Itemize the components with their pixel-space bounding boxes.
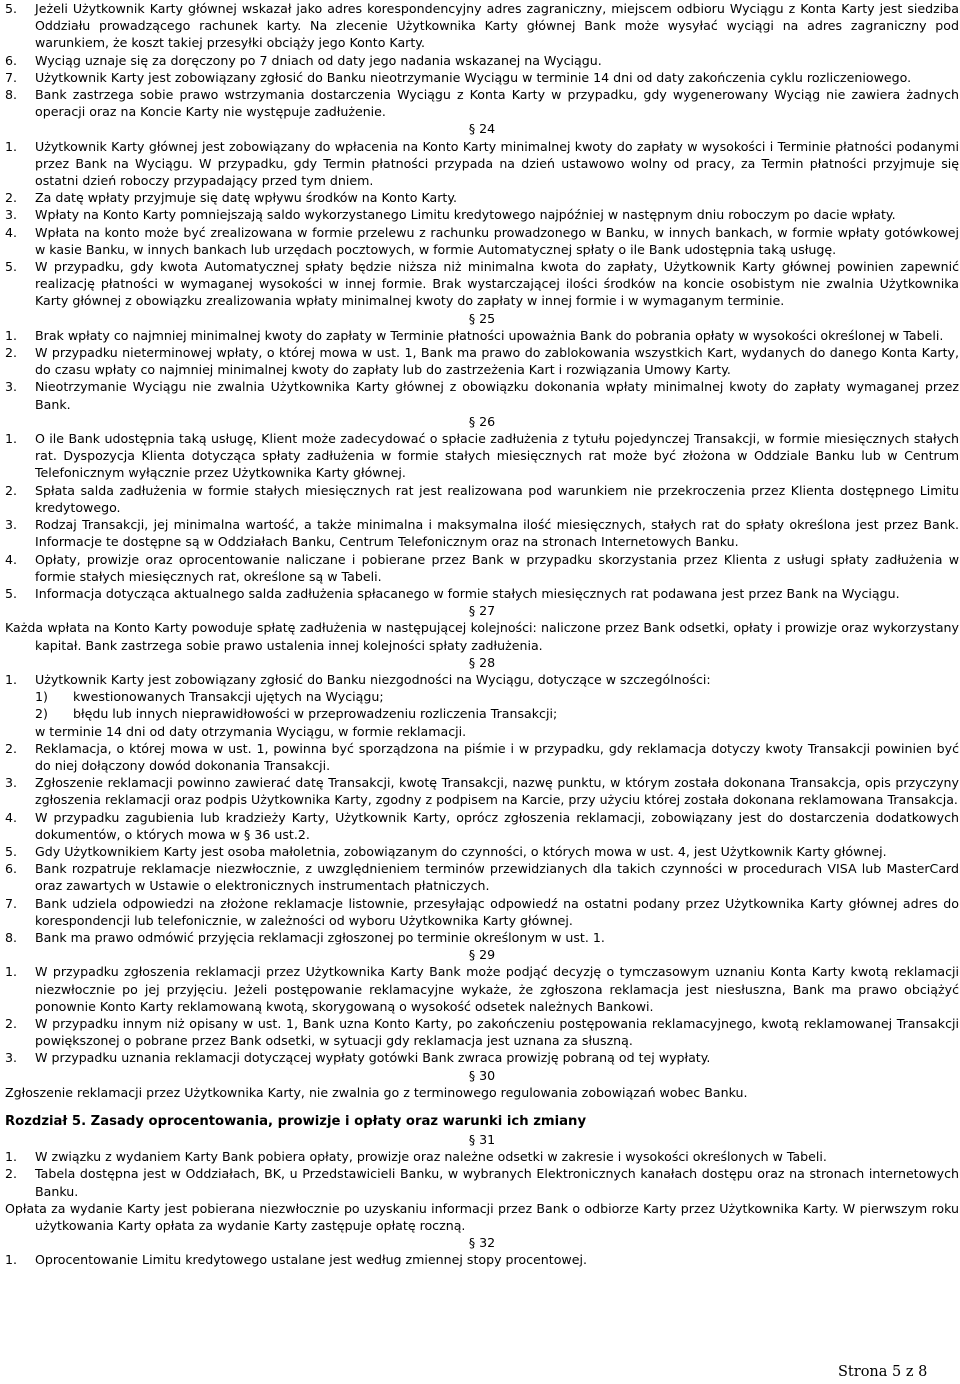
item-number: 3. <box>5 379 18 395</box>
numbered-paragraph <box>5 0 959 52</box>
numbered-paragraph <box>5 378 959 412</box>
numbered-paragraph <box>5 963 959 1015</box>
numbered-paragraph <box>5 1165 959 1199</box>
numbered-paragraph <box>5 740 959 774</box>
item-number: 5. <box>5 259 18 275</box>
item-number: 3. <box>5 775 18 791</box>
numbered-paragraph <box>5 895 959 929</box>
item-number: 3. <box>5 207 18 223</box>
item-number: 3. <box>5 1050 18 1066</box>
section-marker: § 28 <box>468 654 496 670</box>
section-marker: § 30 <box>468 1067 496 1083</box>
item-text: W przypadku, gdy kwota Automatycznej spłaty będzie niższa niż minimalna kwota do zapłaty, Użytkownik Karty głównej powinien zapewnić realizację płatności w wymaganej wysokości w innej formie. Brak wystarczającej ilości środków na koncie osobistym nie zwalnia Użytkownika Karty głównej z obowiązku zrealizowania wpłaty minimalnej kwoty do zapłaty w innej formie i w wymaganym terminie. <box>35 259 959 309</box>
sub-list-item <box>5 688 959 705</box>
page-number: Strona 5 z 8 <box>838 1364 928 1380</box>
item-text: Bank rozpatruje reklamacje niezwłocznie, z uwzględnieniem terminów przewidzianych dla takich czynności w procedurach VISA lub MasterCard oraz zawartych w Ustawie o elektronicznych instrumentach płatniczych. <box>35 861 959 894</box>
section-marker: § 32 <box>468 1235 496 1251</box>
item-number: 1. <box>5 1252 18 1268</box>
body-paragraph: Każda wpłata na Konto Karty powoduje spłatę zadłużenia w następującej kolejności: naliczone przez Bank odsetki, opłaty i prowizje oraz wykorzystany kapitał. Bank zastrzega sobie prawo ustalenia innej kolejności spłaty zadłużenia. <box>5 620 959 653</box>
section-marker: § 27 <box>468 603 496 619</box>
section-marker: § 25 <box>468 310 496 326</box>
item-text: Wpłata na konto może być zrealizowana w formie przelewu z rachunku prowadzonego w Banku, w innych bankach, w formie wpłaty gotówkowej w kasie Banku, w innych bankach lub urzędach pocztowych, w formie Automatycznej spłaty o ile Bank udostępnia taką usługę. <box>35 224 959 257</box>
item-text: Użytkownik Karty jest zobowiązany zgłosić do Banku niezgodności na Wyciągu, dotyczące w szczególności: <box>35 671 711 687</box>
item-text: Spłata salda zadłużenia w formie stałych miesięcznych rat jest realizowana pod warunkiem nie przekroczenia przez Klienta dostępnego Limitu kredytowego. <box>35 482 959 515</box>
item-text: Bank udziela odpowiedzi na złożone reklamacje listownie, przesyłając odpowiedź na ostatni podany przez Użytkownika Karty głównej adres do korespondencji lub telefonicznie, w zależności od wyboru Użytkownika Karty głównej. <box>35 895 959 928</box>
item-number: 4. <box>5 551 18 567</box>
item-number: 2. <box>5 1015 18 1031</box>
numbered-paragraph <box>5 224 959 258</box>
item-number: 8. <box>5 929 18 945</box>
numbered-paragraph <box>5 69 959 86</box>
item-text: Brak wpłaty co najmniej minimalnej kwoty do zapłaty w Terminie płatności upoważnia Bank do pobrania opłaty w wysokości określonej w Tabeli. <box>35 327 944 343</box>
item-number: 2. <box>5 1166 18 1182</box>
numbered-paragraph <box>5 430 959 482</box>
numbered-paragraph <box>5 1049 959 1066</box>
numbered-paragraph <box>5 1251 959 1268</box>
section-marker: § 26 <box>468 413 496 429</box>
item-number: 1. <box>5 1149 18 1165</box>
item-number: 6. <box>5 52 18 68</box>
item-text: Użytkownik Karty głównej jest zobowiązany do wpłacenia na Konto Karty minimalnej kwoty do zapłaty w wysokości i Terminie płatności podanymi przez Bank na Wyciągu. W przypadku, gdy Termin płatności przypada na dzień ustawowo wolny od pracy, za Termin płatności przyjmuje się ostatni dzień roboczy przypadający przed tym dniem. <box>35 138 959 189</box>
item-text: Informacja dotycząca aktualnego salda zadłużenia spłacanego w formie stałych miesięcznych rat podawana jest przez Bank na Wyciągu. <box>35 585 900 601</box>
item-number: 4. <box>5 809 18 825</box>
item-text: Reklamacja, o której mowa w ust. 1, powinna być sporządzona na piśmie i w przypadku, gdy reklamacja dotyczy kwoty Transakcji powinien być do niej dołączony dowód dokonania Transakcji. <box>35 740 959 773</box>
item-number: 2. <box>5 345 18 361</box>
numbered-paragraph <box>5 86 959 120</box>
section-marker: § 31 <box>468 1132 496 1147</box>
item-text: W przypadku zgłoszenia reklamacji przez Użytkownika Karty Bank może podjąć decyzję o tymczasowym uznaniu Konta Karty kwotą reklamacji niezwłocznie po jej przyjęciu. Jeżeli postępowanie reklamacyjne wykaże, że zgłoszona reklamacja jest niesłuszna, Bank ma prawo obciążyć ponownie Konto Karty reklamowaną kwotą, skorygowaną o wysokość odsetek należnych Bankowi. <box>35 964 959 1014</box>
item-text: W przypadku zagubienia lub kradzieży Karty, Użytkownik Karty, oprócz zgłoszenia reklamacji, zobowiązany jest do dostarczenia dodatkowych dokumentów, o których mowa w § 36 ust.2. <box>35 809 959 842</box>
item-number: 1. <box>5 431 18 447</box>
numbered-paragraph <box>5 671 959 688</box>
numbered-paragraph <box>5 189 959 206</box>
item-text: Tabela dostępna jest w Oddziałach, BK, u Przedstawicieli Banku, w wybranych Elektronicznych kanałach dostępu oraz na stronach internetowych Banku. <box>35 1166 959 1199</box>
numbered-paragraph <box>5 929 959 946</box>
item-text: Rodzaj Transakcji, jej minimalna wartość, a także minimalna i maksymalna ilość miesięcznych, stałych rat do spłaty określona jest przez Bank. Informacje te dostępne są w Oddziałach Banku, Centrum Telefonicznym oraz na stronach Internetowych Banku. <box>35 517 959 550</box>
item-number: 4. <box>5 224 18 240</box>
item-number: 1. <box>5 327 18 343</box>
item-text: kwestionowanych Transakcji ujętych na Wyciągu; <box>73 689 384 705</box>
item-text: Bank zastrzega sobie prawo wstrzymania dostarczenia Wyciągu z Konta Karty w przypadku, gdy wygenerowany Wyciąg nie zawiera żadnych operacji oraz na Koncie Karty nie występuje zadłużenie. <box>35 87 959 120</box>
item-text: Nieotrzymanie Wyciągu nie zwalnia Użytkownika Karty głównej z obowiązku dokonania wpłaty minimalnej kwoty do zapłaty wymaganej przez Bank. <box>35 379 959 412</box>
document-page <box>5 0 959 1269</box>
numbered-paragraph <box>5 206 959 223</box>
item-text: W przypadku uznania reklamacji dotyczącej wypłaty gotówki Bank zwraca prowizję pobraną od tej wypłaty. <box>35 1050 711 1066</box>
numbered-paragraph <box>5 482 959 516</box>
numbered-paragraph <box>5 138 959 190</box>
item-text: błędu lub innych nieprawidłowości w przeprowadzeniu rozliczenia Transakcji; <box>73 706 558 722</box>
item-number: 5. <box>5 843 18 859</box>
item-text: Gdy Użytkownikiem Karty jest osoba małoletnia, zobowiązanym do czynności, o których mowa w ust. 4, jest Użytkownik Karty głównej. <box>35 843 887 859</box>
item-text: Zgłoszenie reklamacji powinno zawierać datę Transakcji, kwotę Transakcji, nazwę punktu, w którym została dokonana Transakcja, opis przyczyny zgłoszenia reklamacji oraz podpis Użytkownika Karty, zgodny z podpisem na Karcie, przy użyciu której została dokonana reklamowana Transakcja. <box>35 775 959 808</box>
numbered-paragraph <box>5 843 959 860</box>
numbered-paragraph <box>5 551 959 585</box>
section-marker: § 24 <box>468 121 496 137</box>
item-number: 6. <box>5 861 18 877</box>
item-number: 8. <box>5 87 18 103</box>
body-paragraph: Opłata za wydanie Karty jest pobierana niezwłocznie po uzyskaniu informacji przez Bank o odbiorze Karty przez Użytkownika Karty. W pierwszym roku użytkowania Karty opłata za wydanie Karty zastępuje opłatę roczną. <box>5 1200 959 1234</box>
item-number: 5. <box>5 585 18 601</box>
item-text: Oprocentowanie Limitu kredytowego ustalane jest według zmiennej stopy procentowej. <box>35 1252 587 1268</box>
item-text: Za datę wpłaty przyjmuje się datę wpływu środków na Konto Karty. <box>35 190 457 206</box>
item-text: W przypadku innym niż opisany w ust. 1, Bank uzna Konto Karty, po zakończeniu postępowania reklamacyjnego, kwotą reklamowanej Transakcji powiększonej o pobrane przez Bank odsetki, w sytuacji gdy reklamacja jest uznana za słuszną. <box>35 1015 959 1049</box>
item-number: 2. <box>5 740 18 756</box>
item-number: 7. <box>5 69 18 85</box>
item-number: 1) <box>35 689 48 705</box>
numbered-paragraph <box>5 327 959 344</box>
item-number: 2. <box>5 190 18 206</box>
item-number: 1. <box>5 964 18 980</box>
item-number: 5. <box>5 1 18 16</box>
item-text: W związku z wydaniem Karty Bank pobiera opłaty, prowizje oraz należne odsetki w zakresie i wysokości określonych w Tabeli. <box>35 1149 827 1165</box>
item-text: W przypadku nieterminowej wpłaty, o której mowa w ust. 1, Bank ma prawo do zablokowania wszystkich Kart, wydanych do danego Konta Karty, do czasu wpłaty co najmniej minimalnej kwoty do zapłaty lub do zastrzeżenia Kart i rozwiązania Umowy Karty. <box>35 345 959 378</box>
body-paragraph: Zgłoszenie reklamacji przez Użytkownika Karty, nie zwalnia go z terminowego regulowania zobowiązań wobec Banku. <box>5 1084 748 1100</box>
numbered-paragraph <box>5 774 959 808</box>
item-text: Jeżeli Użytkownik Karty głównej wskazał jako adres korespondencyjny adres zagraniczny, miejscem odbioru Wyciągu z Konta Karty jest siedziba Oddziału prowadzącego rachunek karty. Na zlecenie Użytkownika Karty głównej Bank może wysyłać wyciągi na adres zagraniczny pod warunkiem, że koszt takiej przesyłki obciąży jego Konto Karty. <box>35 1 959 51</box>
numbered-paragraph <box>5 809 959 843</box>
section-marker: § 29 <box>468 947 496 963</box>
item-text: Bank ma prawo odmówić przyjęcia reklamacji zgłoszonej po terminie określonym w ust. 1. <box>35 929 605 945</box>
item-number: 2. <box>5 482 18 498</box>
numbered-paragraph <box>5 585 959 602</box>
item-text: O ile Bank udostępnia taką usługę, Klient może zadecydować o spłacie zadłużenia z tytułu pojedynczej Transakcji, w formie miesięcznych stałych rat. Dyspozycja Klienta dotycząca spłaty zadłużenia w formie stałych miesięcznych rat może być złożona w Oddziale Banku lub w Centrum Telefonicznym wyłącznie przez Użytkownika Karty głównej. <box>35 431 959 481</box>
numbered-paragraph <box>5 1015 959 1049</box>
numbered-paragraph <box>5 516 959 550</box>
numbered-paragraph <box>5 344 959 378</box>
numbered-paragraph <box>5 860 959 894</box>
item-number: 1. <box>5 671 18 687</box>
numbered-paragraph <box>5 52 959 69</box>
numbered-paragraph <box>5 1148 959 1165</box>
item-number: 7. <box>5 895 18 911</box>
continuation-text: w terminie 14 dni od daty otrzymania Wyciągu, w formie reklamacji. <box>35 723 467 739</box>
item-text: Wyciąg uznaje się za doręczony po 7 dniach od daty jego nadania wskazanej na Wyciągu. <box>35 52 602 68</box>
item-text: Wpłaty na Konto Karty pomniejszają saldo wykorzystanego Limitu kredytowego najpóźniej w następnym dniu roboczym po dacie wpłaty. <box>35 207 896 223</box>
item-number: 2) <box>35 706 48 722</box>
item-text: Opłaty, prowizje oraz oprocentowanie naliczane i pobierane przez Bank w przypadku skorzystania przez Klienta z usługi spłaty zadłużenia w formie stałych miesięcznych rat, określone są w Tabeli. <box>35 551 959 584</box>
chapter-heading: Rozdział 5. Zasady oprocentowania, prowizje i opłaty oraz warunki ich zmiany <box>5 1114 587 1129</box>
item-number: 3. <box>5 517 18 533</box>
sub-list-item <box>5 705 959 722</box>
numbered-paragraph <box>5 258 959 310</box>
item-text: Użytkownik Karty jest zobowiązany zgłosić do Banku nieotrzymanie Wyciągu w terminie 14 dni od daty zakończenia cyklu rozliczeniowego. <box>35 69 912 85</box>
item-number: 1. <box>5 138 18 154</box>
